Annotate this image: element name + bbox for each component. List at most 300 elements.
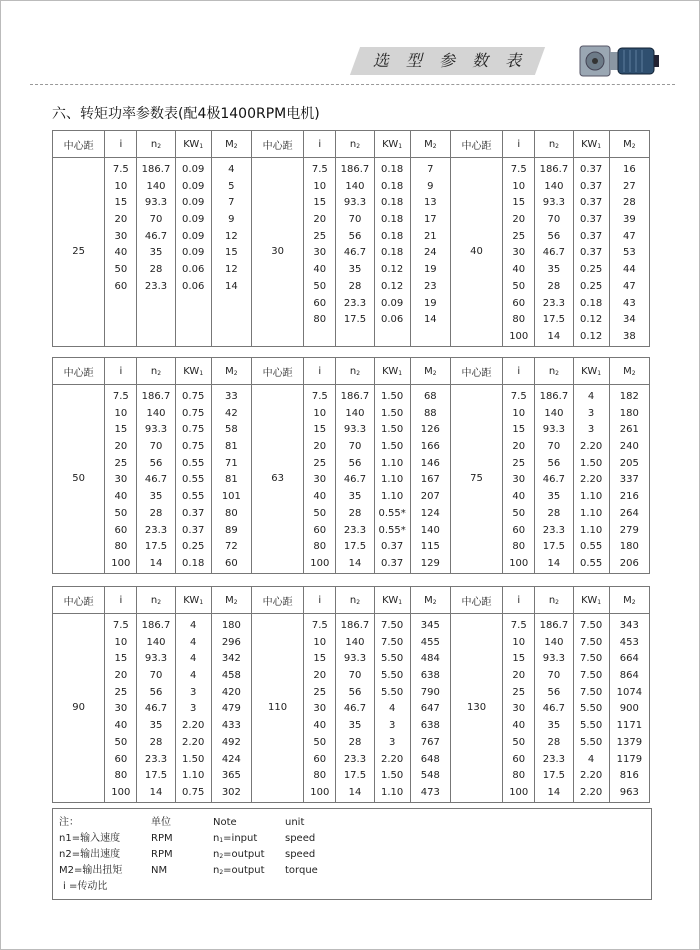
value-cell: 140	[146, 407, 166, 419]
value-cell: 4	[388, 703, 396, 715]
column-header: 中心距	[251, 587, 303, 614]
value-cell: 40	[114, 720, 128, 732]
value-cell: 140	[544, 180, 564, 192]
value-cell: 20	[512, 214, 526, 226]
value-cell: 38	[622, 330, 636, 342]
value-cell: 15	[114, 424, 128, 436]
value-cell: 0.18	[381, 247, 404, 259]
value-cell: 89	[224, 524, 238, 536]
column-header: $n_2$	[535, 587, 573, 614]
value-cell: 46.7	[343, 474, 367, 486]
value-cell: 20	[114, 214, 128, 226]
value-cell: 46.7	[542, 247, 566, 259]
column-header: $n_2$	[336, 587, 374, 614]
value-cell: 5.50	[381, 653, 404, 665]
value-cell: 207	[420, 491, 440, 503]
value-cell: 46.7	[542, 474, 566, 486]
column-header: i	[503, 587, 535, 614]
value-cell: 0.18	[381, 164, 404, 175]
column-header: $KW_1$	[573, 358, 609, 385]
center-distance-cell: 130	[450, 614, 502, 803]
value-cell: 28	[622, 197, 636, 209]
value-cell: 0.06	[182, 280, 205, 292]
value-cell: 337	[619, 474, 639, 486]
value-cell: 0.25	[579, 280, 603, 292]
value-cell: 100	[310, 786, 330, 798]
table-body-row	[53, 614, 650, 803]
value-cell: 0.37	[579, 214, 603, 226]
value-column	[374, 158, 410, 347]
value-column	[336, 385, 374, 574]
value-cell: 17.5	[542, 314, 566, 326]
value-cell: 0.09	[182, 180, 205, 192]
value-cell: 35	[547, 491, 561, 503]
value-cell: 30	[313, 703, 327, 715]
value-cell: 167	[420, 474, 440, 486]
value-cell: 30	[313, 474, 327, 486]
value-cell: 20	[114, 670, 128, 682]
value-cell: 1.10	[381, 457, 404, 469]
value-column	[211, 385, 251, 574]
value-cell: 296	[221, 636, 241, 648]
value-cell: 0.75	[182, 391, 205, 402]
value-cell: 50	[114, 507, 128, 519]
value-cell: 0.55	[182, 474, 205, 486]
value-cell: 13	[423, 197, 437, 209]
value-cell: 7.5	[510, 164, 527, 175]
value-cell: 115	[420, 541, 440, 553]
value-cell: 7.5	[112, 164, 129, 175]
column-header: $n_2$	[137, 358, 175, 385]
header-divider	[30, 84, 675, 85]
value-column	[211, 614, 251, 803]
value-cell: 1.50	[182, 753, 205, 765]
value-cell: 0.75	[182, 786, 205, 798]
column-header: i	[304, 587, 336, 614]
value-cell: 900	[619, 703, 639, 715]
value-cell: 21	[423, 230, 437, 242]
value-column	[573, 158, 609, 347]
value-column	[105, 158, 137, 347]
value-cell: 0.12	[579, 330, 603, 342]
value-cell: 7.5	[311, 391, 328, 402]
column-header: $M_2$	[609, 587, 649, 614]
value-cell: 7.5	[311, 620, 328, 631]
value-cell: 25	[114, 686, 128, 698]
value-cell: 28	[149, 736, 163, 748]
value-cell: 1.50	[381, 391, 404, 402]
value-column	[503, 385, 535, 574]
value-column	[503, 614, 535, 803]
value-cell: 39	[622, 214, 636, 226]
center-distance-cell: 75	[450, 385, 502, 574]
value-cell: 15	[512, 424, 526, 436]
value-cell: 146	[420, 457, 440, 469]
section-title: 六、转矩功率参数表(配4极1400RPM电机)	[52, 106, 320, 122]
value-cell: 7	[228, 197, 235, 209]
value-cell: 1.10	[381, 491, 404, 503]
value-cell: 0.09	[182, 164, 205, 175]
value-cell: 93.3	[343, 424, 367, 436]
value-cell: 40	[313, 264, 327, 276]
value-cell: 27	[622, 180, 636, 192]
value-cell: 34	[622, 314, 636, 326]
value-cell: 186.7	[340, 164, 370, 175]
table-body-row	[53, 385, 650, 574]
value-cell: 23.3	[343, 524, 367, 536]
value-cell: 4	[189, 636, 197, 648]
value-cell: 5.50	[579, 703, 603, 715]
value-cell: 10	[313, 180, 327, 192]
value-cell: 35	[348, 720, 362, 732]
value-cell: 50	[512, 507, 526, 519]
value-column	[410, 158, 450, 347]
value-cell: 1.10	[381, 474, 404, 486]
value-cell: 0.18	[381, 214, 404, 226]
value-cell: 28	[149, 264, 163, 276]
value-column	[175, 385, 211, 574]
value-cell: 1.10	[182, 770, 205, 782]
value-cell: 0.55	[182, 457, 205, 469]
value-cell: 28	[547, 507, 561, 519]
value-cell: 647	[420, 703, 440, 715]
value-cell: 80	[114, 770, 128, 782]
value-cell: 30	[512, 247, 526, 259]
value-cell: 23.3	[542, 297, 566, 309]
value-cell: 0.06	[182, 264, 205, 276]
value-cell: 4	[587, 391, 595, 402]
value-cell: 50	[512, 280, 526, 292]
value-cell: 279	[619, 524, 639, 536]
header-title: 选 型 参 数 表	[372, 51, 528, 70]
value-cell: 433	[221, 720, 241, 732]
torque-table	[52, 130, 650, 347]
value-cell: 7	[427, 164, 434, 175]
value-cell: 28	[149, 507, 163, 519]
value-cell: 0.25	[182, 541, 205, 553]
value-cell: 93.3	[343, 197, 367, 209]
value-cell: 0.18	[579, 297, 603, 309]
value-cell: 7.5	[510, 620, 527, 631]
value-column	[609, 614, 649, 803]
value-cell: 17.5	[343, 770, 367, 782]
value-cell: 2.20	[579, 786, 603, 798]
value-cell: 0.25	[579, 264, 603, 276]
value-cell: 767	[420, 736, 440, 748]
value-cell: 3	[587, 407, 595, 419]
value-cell: 638	[420, 720, 440, 732]
value-cell: 1379	[616, 736, 643, 748]
value-cell: 93.3	[144, 424, 168, 436]
value-cell: 864	[619, 670, 639, 682]
value-column	[535, 385, 573, 574]
value-cell: 2.20	[579, 770, 603, 782]
value-column	[609, 385, 649, 574]
note-row-cn: n2=输出速度	[59, 849, 121, 860]
value-cell: 0.06	[381, 314, 404, 326]
value-cell: 15	[313, 424, 327, 436]
value-cell: 50	[313, 507, 327, 519]
value-column	[374, 614, 410, 803]
value-cell: 56	[348, 230, 362, 242]
value-cell: 479	[221, 703, 241, 715]
value-cell: 60	[114, 524, 128, 536]
value-cell: 100	[310, 557, 330, 569]
value-cell: 30	[512, 474, 526, 486]
value-cell: 40	[114, 247, 128, 259]
value-cell: 68	[423, 391, 437, 402]
value-cell: 24	[423, 247, 437, 259]
value-cell: 20	[313, 670, 327, 682]
center-distance-cell: 50	[53, 385, 105, 574]
value-cell: 182	[619, 391, 639, 402]
value-cell: 25	[114, 457, 128, 469]
column-header: $M_2$	[410, 358, 450, 385]
value-cell: 50	[313, 280, 327, 292]
value-cell: 23.3	[542, 753, 566, 765]
column-header: i	[304, 358, 336, 385]
value-cell: 100	[111, 786, 131, 798]
value-cell: 10	[512, 180, 526, 192]
value-cell: 25	[512, 457, 526, 469]
value-cell: 3	[587, 424, 595, 436]
value-cell: 9	[427, 180, 434, 192]
value-cell: 20	[512, 441, 526, 453]
table-body-row	[53, 158, 650, 347]
value-cell: 0.55	[579, 541, 603, 553]
value-cell: 60	[313, 753, 327, 765]
value-cell: 30	[313, 247, 327, 259]
value-column	[175, 614, 211, 803]
center-distance-cell: 30	[251, 158, 303, 347]
value-cell: 14	[149, 786, 163, 798]
value-cell: 7.50	[381, 636, 404, 648]
value-cell: 4	[228, 164, 235, 175]
value-cell: 1.10	[579, 507, 603, 519]
value-cell: 35	[348, 491, 362, 503]
table-header-row	[53, 358, 650, 385]
value-cell: 365	[221, 770, 241, 782]
value-cell: 46.7	[144, 703, 168, 715]
value-cell: 10	[114, 636, 128, 648]
notes-note-header: Note	[213, 817, 237, 828]
torque-table	[52, 586, 650, 803]
value-cell: 14	[149, 557, 163, 569]
value-cell: 1.10	[381, 786, 404, 798]
value-cell: 30	[512, 703, 526, 715]
value-cell: 302	[221, 786, 241, 798]
value-cell: 3	[189, 703, 197, 715]
value-cell: 93.3	[542, 424, 566, 436]
note-row-unit: RPM	[151, 833, 173, 844]
value-cell: 80	[224, 507, 238, 519]
value-cell: 80	[512, 541, 526, 553]
value-cell: 0.18	[182, 557, 205, 569]
value-cell: 453	[619, 636, 639, 648]
value-cell: 42	[224, 407, 238, 419]
value-cell: 14	[547, 786, 561, 798]
column-header: 中心距	[53, 358, 105, 385]
value-cell: 1074	[616, 686, 643, 698]
value-cell: 70	[149, 670, 163, 682]
value-cell: 343	[619, 620, 639, 631]
value-cell: 0.55*	[378, 524, 406, 536]
value-cell: 40	[114, 491, 128, 503]
value-cell: 5	[228, 180, 235, 192]
torque-table	[52, 357, 650, 574]
column-header: i	[105, 358, 137, 385]
value-cell: 7.5	[112, 391, 129, 402]
value-cell: 35	[547, 264, 561, 276]
value-cell: 180	[221, 620, 241, 631]
value-cell: 140	[420, 524, 440, 536]
column-header: $M_2$	[410, 587, 450, 614]
value-cell: 186.7	[340, 391, 370, 402]
value-cell: 35	[149, 247, 163, 259]
value-cell: 50	[114, 736, 128, 748]
value-cell: 46.7	[144, 474, 168, 486]
value-cell: 186.7	[539, 391, 569, 402]
value-cell: 40	[512, 264, 526, 276]
column-header: i	[105, 587, 137, 614]
value-cell: 93.3	[542, 653, 566, 665]
value-cell: 2.20	[579, 441, 603, 453]
value-cell: 15	[114, 653, 128, 665]
column-header: $n_2$	[535, 131, 573, 158]
value-cell: 35	[149, 720, 163, 732]
value-cell: 35	[149, 491, 163, 503]
value-cell: 60	[224, 557, 238, 569]
value-cell: 60	[512, 297, 526, 309]
value-column	[535, 158, 573, 347]
column-header: 中心距	[450, 358, 502, 385]
value-cell: 50	[114, 264, 128, 276]
column-header: i	[304, 131, 336, 158]
value-cell: 17.5	[144, 770, 168, 782]
value-cell: 25	[313, 230, 327, 242]
value-column	[137, 158, 175, 347]
value-cell: 47	[622, 280, 636, 292]
value-cell: 15	[224, 247, 238, 259]
value-cell: 19	[423, 297, 437, 309]
note-row-note: $n_2=output$	[213, 865, 265, 876]
column-header: $KW_1$	[374, 358, 410, 385]
value-cell: 9	[228, 214, 235, 226]
value-cell: 186.7	[141, 620, 171, 631]
value-cell: 206	[619, 557, 639, 569]
value-cell: 19	[423, 264, 437, 276]
value-cell: 345	[420, 620, 440, 631]
value-cell: 129	[420, 557, 440, 569]
value-cell: 71	[224, 457, 238, 469]
value-cell: 14	[348, 557, 362, 569]
value-cell: 20	[313, 214, 327, 226]
notes-unit-en-header: unit	[285, 817, 305, 828]
value-cell: 20	[313, 441, 327, 453]
note-row-note: $n_1=input$	[213, 833, 258, 844]
value-column	[105, 385, 137, 574]
value-cell: 23.3	[343, 753, 367, 765]
note-row-cn: n1=输入速度	[59, 833, 121, 844]
value-cell: 20	[512, 670, 526, 682]
value-cell: 216	[619, 491, 639, 503]
value-cell: 0.55	[579, 557, 603, 569]
value-cell: 81	[224, 441, 238, 453]
column-header: $KW_1$	[573, 587, 609, 614]
value-cell: 548	[420, 770, 440, 782]
value-cell: 7.50	[579, 670, 603, 682]
value-cell: 0.37	[381, 557, 404, 569]
table-header-row	[53, 131, 650, 158]
value-cell: 72	[224, 541, 238, 553]
value-cell: 93.3	[144, 197, 168, 209]
value-cell: 140	[544, 407, 564, 419]
value-cell: 15	[313, 653, 327, 665]
value-cell: 0.37	[381, 541, 404, 553]
column-header: i	[105, 131, 137, 158]
value-cell: 70	[547, 214, 561, 226]
value-cell: 43	[622, 297, 636, 309]
column-header: $KW_1$	[374, 131, 410, 158]
value-cell: 28	[348, 736, 362, 748]
value-cell: 2.20	[381, 753, 404, 765]
value-cell: 473	[420, 786, 440, 798]
value-column	[374, 385, 410, 574]
value-cell: 23.3	[144, 280, 168, 292]
value-cell: 35	[547, 720, 561, 732]
value-cell: 15	[313, 197, 327, 209]
value-cell: 80	[512, 770, 526, 782]
column-header: $n_2$	[535, 358, 573, 385]
value-cell: 28	[547, 280, 561, 292]
value-cell: 10	[512, 407, 526, 419]
value-cell: 186.7	[539, 164, 569, 175]
value-cell: 15	[114, 197, 128, 209]
value-cell: 0.37	[579, 164, 603, 175]
note-row-unit: NM	[151, 865, 168, 876]
value-cell: 1179	[616, 753, 643, 765]
value-cell: 140	[544, 636, 564, 648]
value-cell: 93.3	[343, 653, 367, 665]
value-cell: 186.7	[539, 620, 569, 631]
value-cell: 14	[423, 314, 437, 326]
value-column	[304, 614, 336, 803]
column-header: 中心距	[251, 358, 303, 385]
value-cell: 70	[547, 441, 561, 453]
value-cell: 0.55*	[378, 507, 406, 519]
column-header: $KW_1$	[374, 587, 410, 614]
value-cell: 56	[149, 686, 163, 698]
value-cell: 0.37	[579, 180, 603, 192]
value-cell: 46.7	[144, 230, 168, 242]
column-header: $M_2$	[211, 587, 251, 614]
center-distance-cell: 40	[450, 158, 502, 347]
notes-label: 注：	[59, 817, 79, 828]
value-cell: 100	[509, 786, 529, 798]
value-cell: 70	[149, 214, 163, 226]
column-header: $n_2$	[336, 131, 374, 158]
column-header: $M_2$	[609, 131, 649, 158]
value-column	[535, 614, 573, 803]
value-cell: 455	[420, 636, 440, 648]
column-header: 中心距	[53, 131, 105, 158]
value-cell: 70	[348, 214, 362, 226]
value-cell: 100	[509, 557, 529, 569]
value-column	[175, 158, 211, 347]
value-cell: 186.7	[141, 164, 171, 175]
column-header: $KW_1$	[175, 131, 211, 158]
value-cell: 28	[547, 736, 561, 748]
